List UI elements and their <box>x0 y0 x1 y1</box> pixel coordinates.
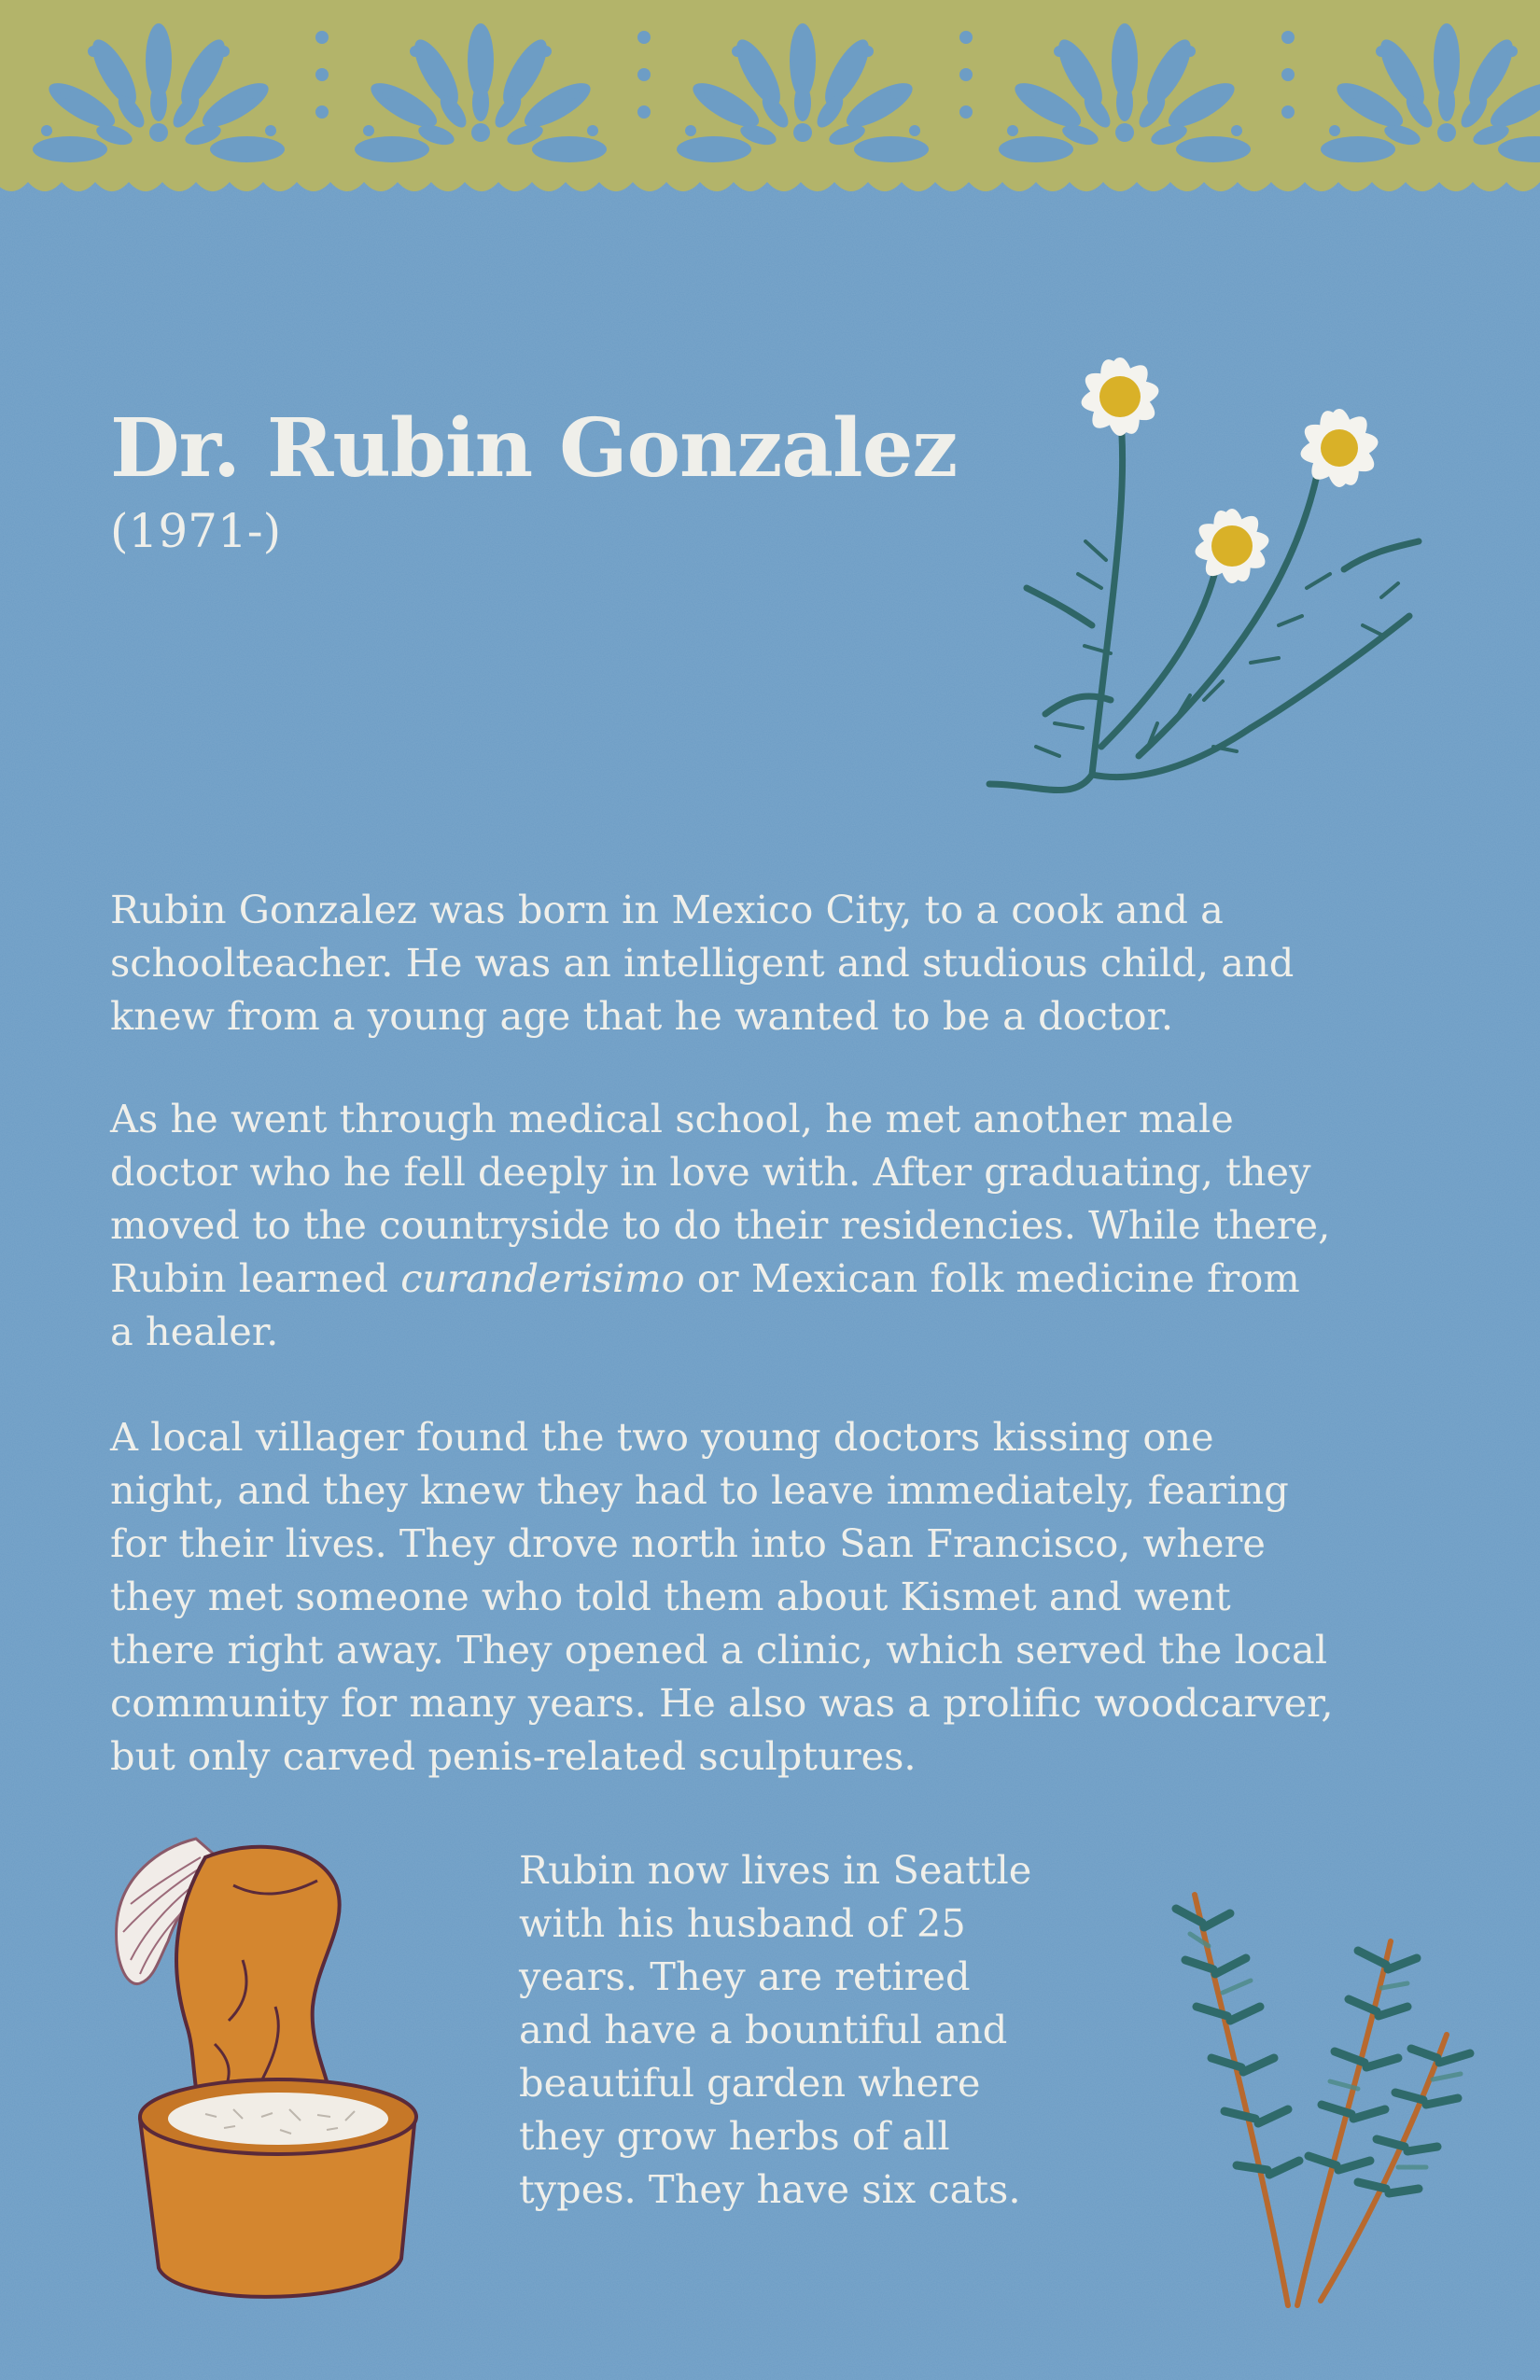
text-segment: Rubin learned <box>110 1255 401 1301</box>
text-line: doctor who he fell deeply in love with. After graduating, they <box>110 1149 1311 1195</box>
carved-mortar-illustration <box>103 1820 448 2324</box>
chamomile-flower-2 <box>1298 406 1381 490</box>
text-line: Rubin now lives in Seattle <box>519 1847 1032 1893</box>
text-line: types. They have six cats. <box>519 2166 1021 2212</box>
rosemary-leaves <box>1176 1909 1470 2193</box>
text-line: they grow herbs of all <box>519 2113 950 2159</box>
bio-paragraph-1 <box>110 883 1454 1043</box>
text-line: Rubin Gonzalez was born in Mexico City, to a cook and a <box>110 887 1224 932</box>
italic-term: curanderisimo <box>400 1255 685 1301</box>
text-line: and have a bountiful and <box>519 2007 1008 2052</box>
text-line: with his husband of 25 <box>519 1900 966 1946</box>
chamomile-flower-3 <box>1193 506 1271 585</box>
bio-paragraph-2 <box>110 1092 1454 1358</box>
text-line: A local villager found the two young doctors kissing one <box>110 1414 1214 1460</box>
bio-paragraph-3 <box>110 1410 1454 1783</box>
text-line: years. They are retired <box>519 1953 971 1999</box>
text-line: night, and they knew they had to leave immediately, fearing <box>110 1467 1289 1513</box>
papel-picado-banner <box>0 0 1540 210</box>
chamomile-flower-1 <box>1079 355 1162 439</box>
text-line: moved to the countryside to do their residencies. While there, <box>110 1202 1331 1248</box>
text-segment: or Mexican folk medicine from <box>684 1255 1300 1301</box>
text-line: they met someone who told them about Kismet and went <box>110 1574 1231 1619</box>
page-title: Dr. Rubin Gonzalez <box>110 401 958 496</box>
text-line <box>110 1252 1454 1305</box>
text-line: As he went through medical school, he met another male <box>110 1096 1234 1141</box>
chamomile-flowers-illustration <box>971 345 1437 821</box>
lifespan-years: (1971-) <box>110 504 282 558</box>
text-line: for their lives. They drove north into San Francisco, where <box>110 1520 1266 1566</box>
text-line: but only carved penis-related sculptures. <box>110 1733 917 1779</box>
text-line: a healer. <box>110 1309 279 1354</box>
text-line: schoolteacher. He was an intelligent and studious child, and <box>110 940 1295 986</box>
text-line: community for many years. He also was a prolific woodcarver, <box>110 1680 1334 1726</box>
text-line: there right away. They opened a clinic, which served the local <box>110 1627 1328 1673</box>
text-line: knew from a young age that he wanted to be a doctor. <box>110 993 1174 1039</box>
bio-paragraph-4 <box>519 1843 1079 2216</box>
rosemary-sprigs-illustration <box>1157 1876 1503 2315</box>
text-line: beautiful garden where <box>519 2060 981 2106</box>
